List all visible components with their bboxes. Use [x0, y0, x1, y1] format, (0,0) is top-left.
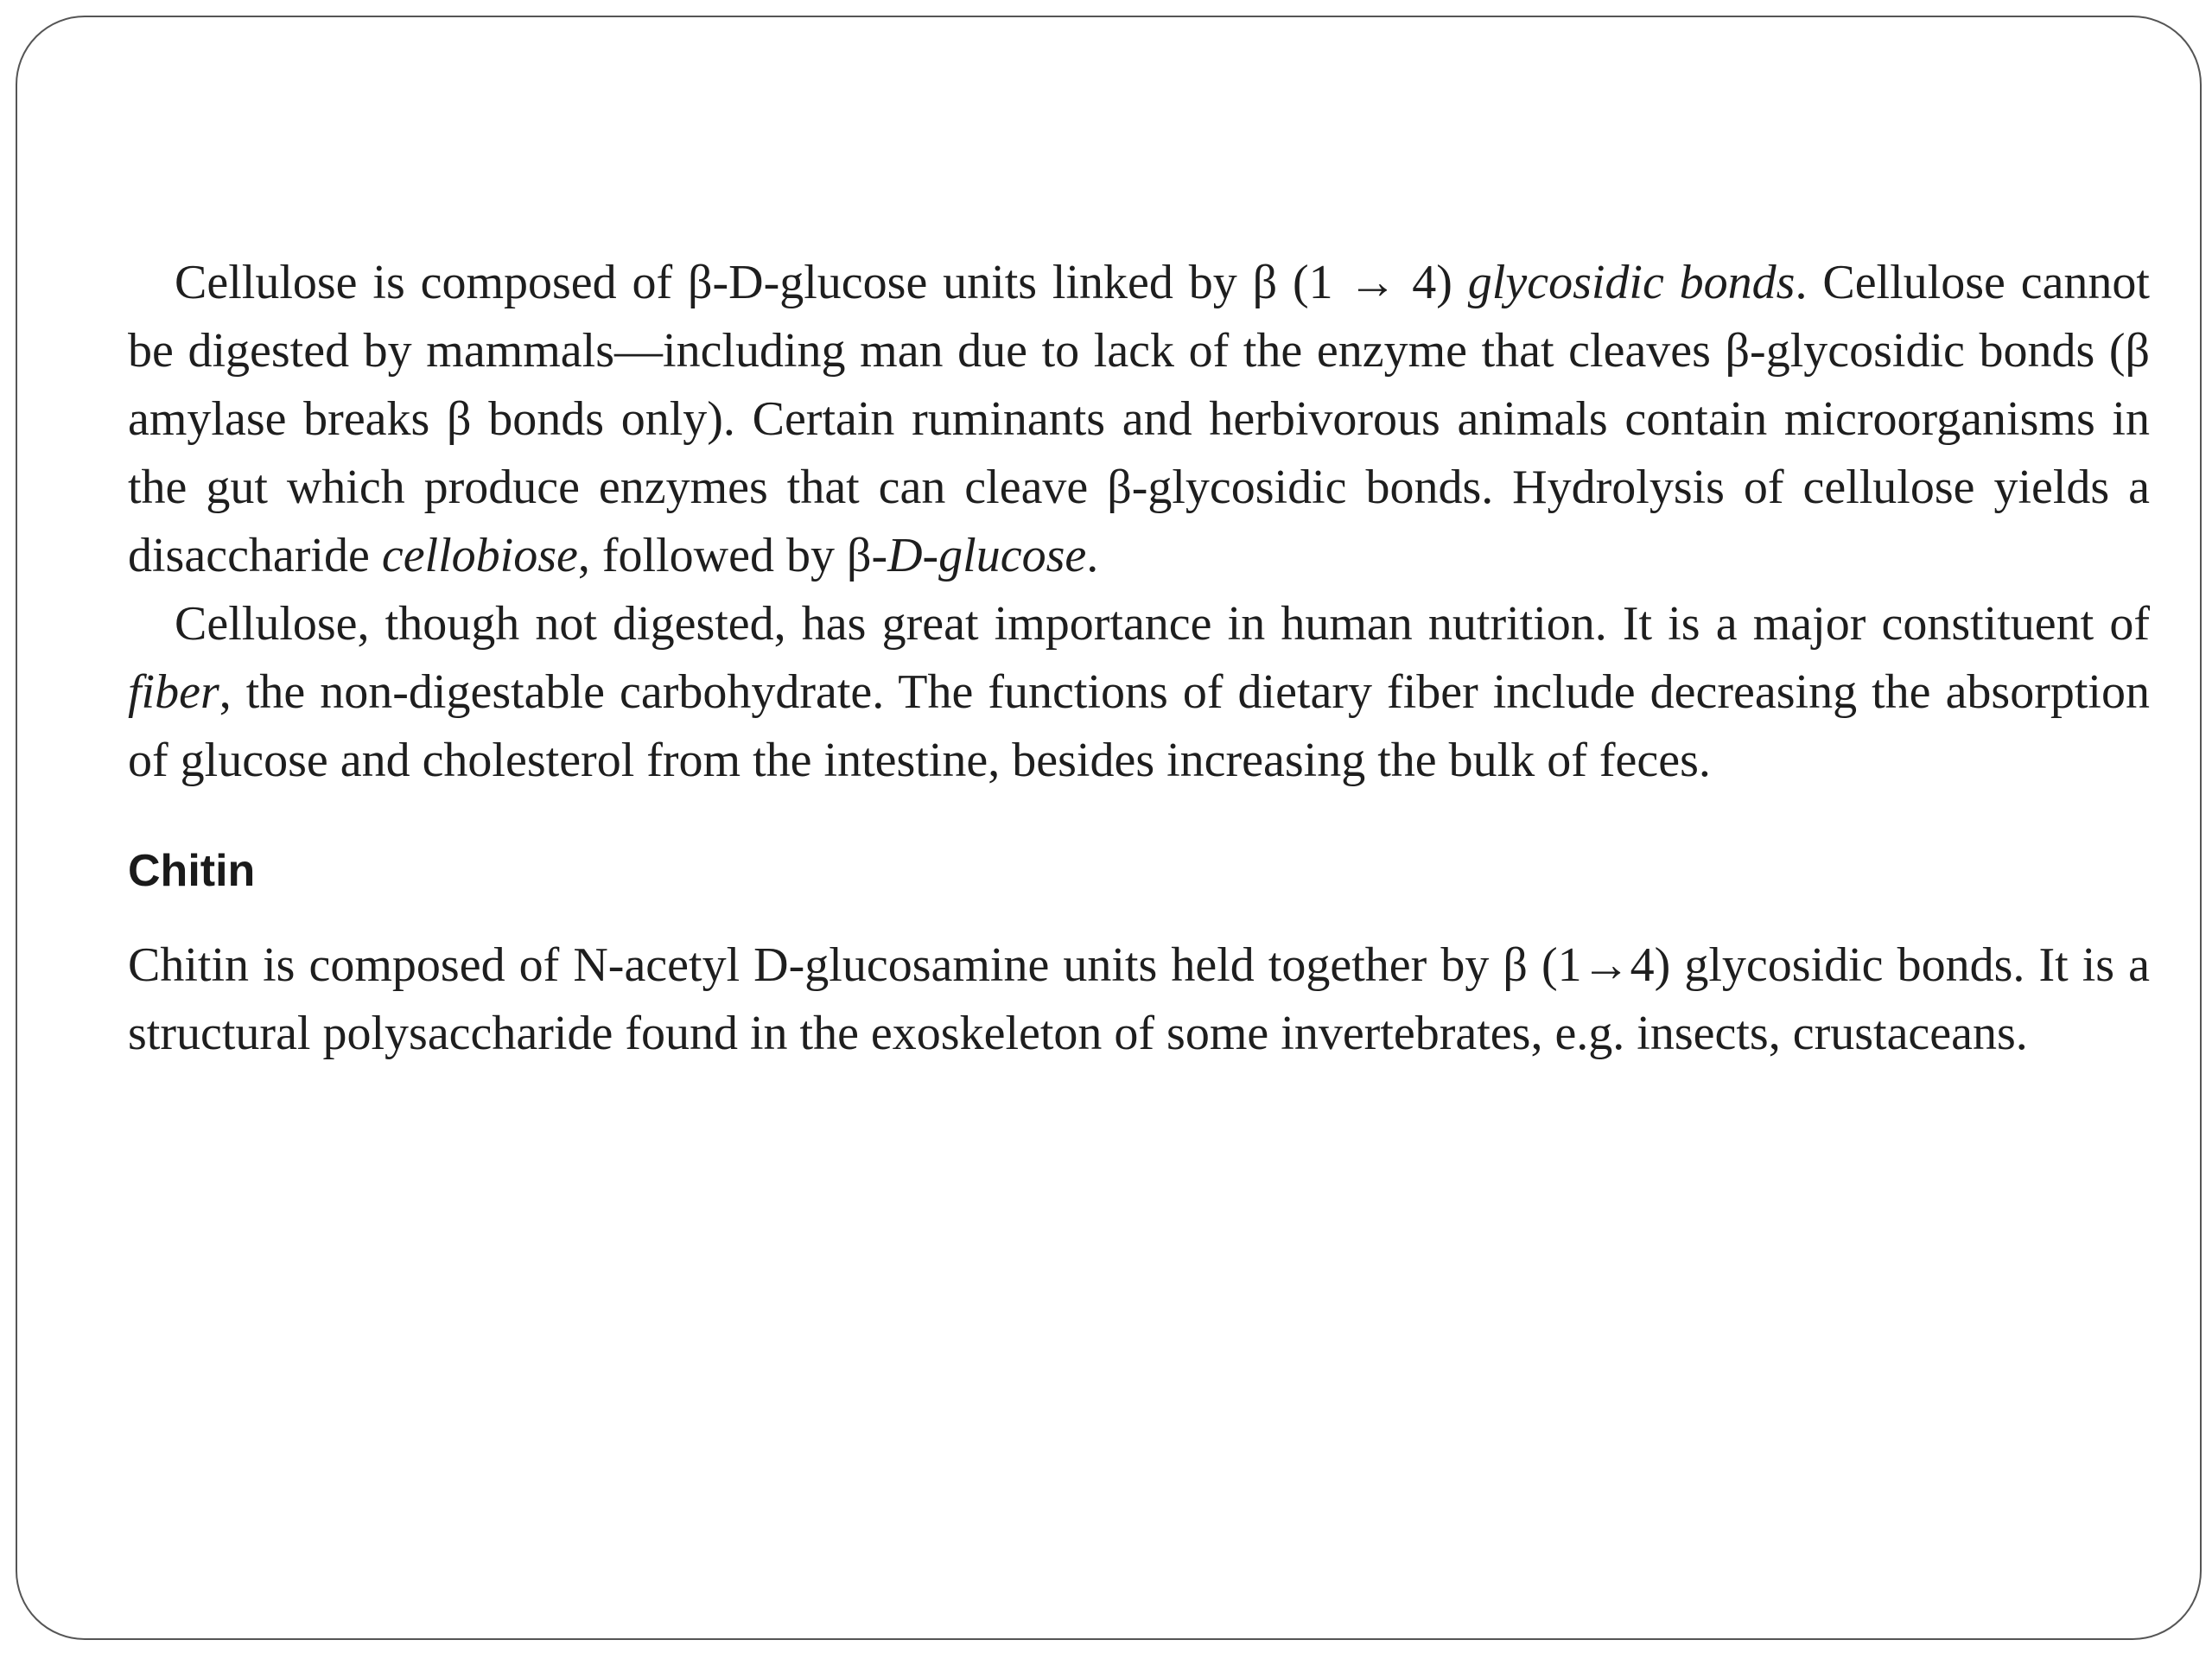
slide-content	[128, 249, 2150, 1068]
cellulose-paragraph-2	[128, 590, 2150, 795]
cellulose-p1-text-1: Cellulose is composed of β-D-glucose units linked by β (1 → 4)	[175, 256, 1468, 309]
cellulose-p1-italic-glycosidic-bonds: glycosidic bonds	[1467, 256, 1796, 309]
chitin-heading: Chitin	[128, 846, 256, 896]
cellulose-p2-text-2: , the non-digestable carbohydrate. The functions of dietary fiber include decreasing the absorption of glucose and cholesterol from the intestine, besides increasing the bulk of feces.	[128, 665, 2150, 787]
cellulose-p1-text-2: . Cellulose cannot be digested by mammals—including man due to lack of the enzyme that cleaves β-glycosidic bonds (β amylase breaks β bonds only). Certain ruminants and herbivorous animals contain microorganisms in the gut which produce enzymes that can cleave β-glycosidic bonds. Hydrolysis of cellulose yields a disaccharide	[128, 256, 2150, 582]
cellulose-p1-italic-d-glucose: D-glucose	[887, 529, 1087, 582]
cellulose-p1-italic-cellobiose: cellobiose	[381, 529, 578, 582]
cellulose-p2-text-1: Cellulose, though not digested, has great importance in human nutrition. It is a major constituent of	[175, 597, 2150, 651]
cellulose-paragraph-1	[128, 249, 2150, 590]
cellulose-p1-text-3: , followed by β-	[577, 529, 888, 582]
cellulose-p1-text-4: .	[1086, 529, 1099, 582]
slide-frame	[16, 16, 2202, 1640]
chitin-paragraph: Chitin is composed of N-acetyl D-glucosamine units held together by β (1→4) glycosidic bonds. It is a structural polysaccharide found in the exoskeleton of some invertebrates, e.g. insects, crustaceans.	[128, 938, 2150, 1060]
cellulose-p2-italic-fiber: fiber	[128, 665, 219, 719]
